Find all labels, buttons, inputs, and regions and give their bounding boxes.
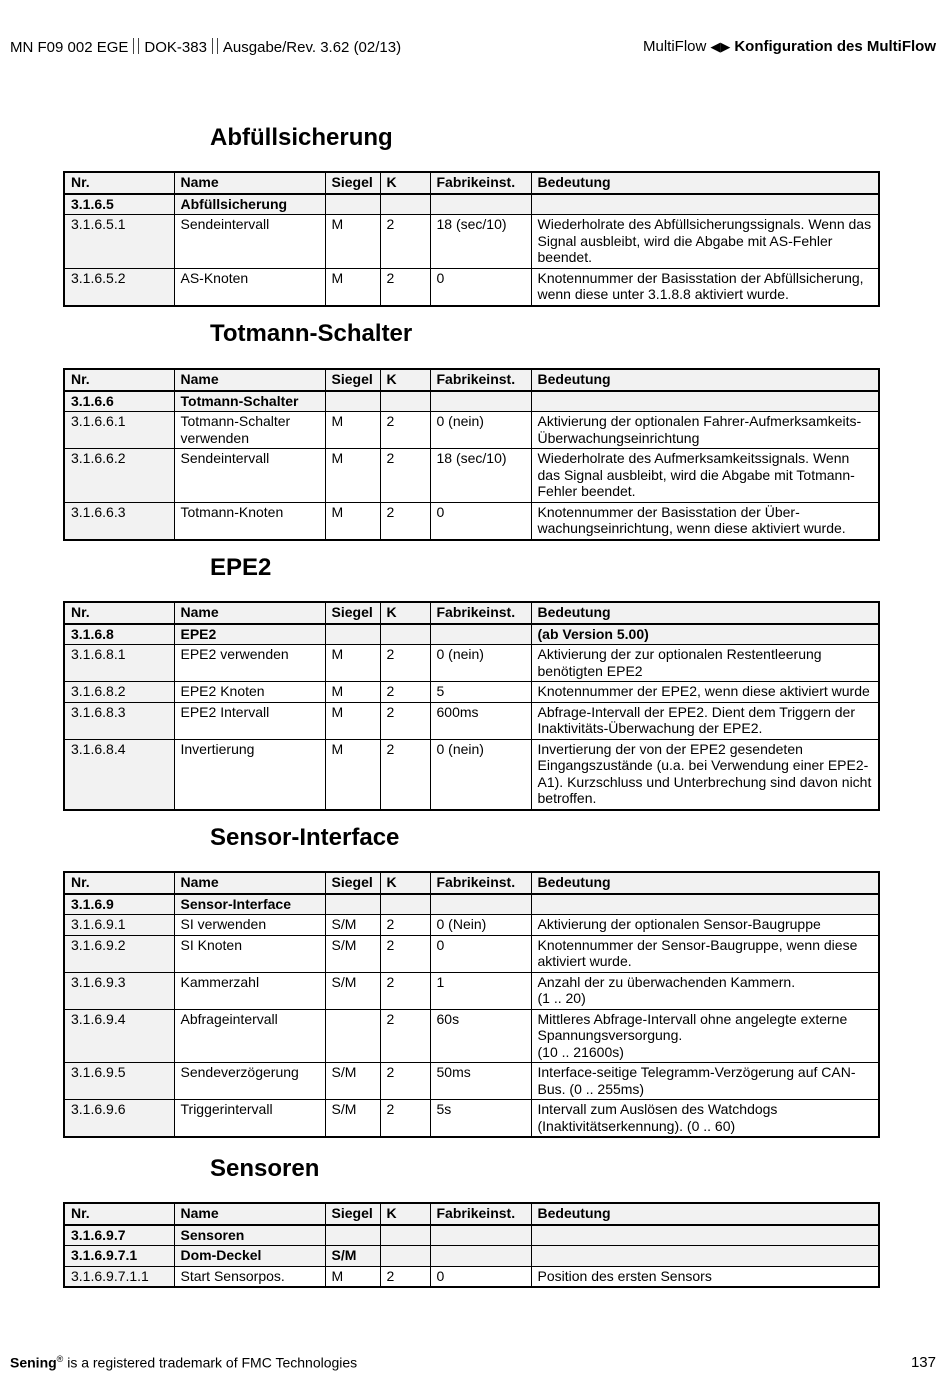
table-cell: 3.1.6.8.4 (64, 739, 174, 810)
table-cell: 3.1.6.9 (64, 894, 174, 915)
table-cell: SI verwenden (174, 915, 325, 936)
table-cell: 3.1.6.8.3 (64, 702, 174, 739)
column-header: K (380, 602, 430, 624)
table-cell: 2 (380, 915, 430, 936)
table-cell: Triggerintervall (174, 1100, 325, 1138)
table-cell: 600ms (430, 702, 531, 739)
table-cell: Totmann-Schalter (174, 391, 325, 412)
table-group-row (64, 624, 879, 645)
table-cell (430, 194, 531, 215)
table-cell: 3.1.6.9.2 (64, 935, 174, 972)
parameter-table (63, 1202, 880, 1288)
table-cell: SI Knoten (174, 935, 325, 972)
column-header: Name (174, 369, 325, 391)
table-cell (325, 1225, 380, 1246)
table-cell: Interface-seitige Telegramm-Verzögerung auf CAN-Bus. (0 .. 255ms) (531, 1063, 879, 1100)
table-cell (531, 894, 879, 915)
section-title: Abfüllsicherung (210, 124, 393, 151)
trademark-text: is a registered trademark of FMC Technologies (63, 1354, 358, 1371)
column-header: Name (174, 172, 325, 194)
page-header (10, 38, 936, 56)
column-header: Fabrikeinst. (430, 172, 531, 194)
table-cell: 3.1.6.9.3 (64, 972, 174, 1009)
table-row (64, 702, 879, 739)
table-cell: Kammerzahl (174, 972, 325, 1009)
table-cell: 5s (430, 1100, 531, 1138)
table-cell: Totmann-Knoten (174, 502, 325, 540)
column-header: Nr. (64, 172, 174, 194)
table-header-row (64, 172, 879, 194)
table-row (64, 1063, 879, 1100)
table-cell: Knotennummer der EPE2, wenn diese aktiviert wurde (531, 682, 879, 703)
section-title: EPE2 (210, 554, 272, 581)
table-row (64, 972, 879, 1009)
table-cell: 0 (430, 268, 531, 306)
table-cell: 2 (380, 935, 430, 972)
table-cell: 2 (380, 645, 430, 682)
table-row (64, 1009, 879, 1063)
table-row (64, 645, 879, 682)
table-cell: 0 (Nein) (430, 915, 531, 936)
table-group-row (64, 894, 879, 915)
header-left (10, 38, 401, 56)
table-cell: M (325, 702, 380, 739)
table-group-row (64, 1246, 879, 1267)
table-cell: 2 (380, 972, 430, 1009)
table-cell: S/M (325, 1063, 380, 1100)
table-cell (430, 1225, 531, 1246)
table-cell (531, 1246, 879, 1267)
parameter-table (63, 871, 880, 1138)
column-header: Siegel (325, 1203, 380, 1225)
table-cell: 5 (430, 682, 531, 703)
doc-dok: DOK-383 (144, 39, 207, 56)
table-cell: 2 (380, 682, 430, 703)
table-cell: Totmann-Schalter verwenden (174, 412, 325, 449)
table-row (64, 1266, 879, 1287)
table-row (64, 449, 879, 503)
table-cell: Anzahl der zu überwachenden Kammern. (1 .. 20) (531, 972, 879, 1009)
column-header: Fabrikeinst. (430, 369, 531, 391)
parameter-table (63, 601, 880, 811)
table-cell: M (325, 268, 380, 306)
table-cell: 2 (380, 268, 430, 306)
table-cell (430, 1246, 531, 1267)
table-cell: M (325, 412, 380, 449)
page-footer (10, 1354, 936, 1371)
table-cell: 2 (380, 412, 430, 449)
parameter-table (63, 171, 880, 307)
table-cell: 18 (sec/10) (430, 215, 531, 269)
table-cell: M (325, 215, 380, 269)
table-cell (430, 624, 531, 645)
table-cell (430, 391, 531, 412)
nav-arrows-icon: ◀▶ (710, 39, 731, 54)
column-header: Bedeutung (531, 172, 879, 194)
registered-mark: ® (56, 1354, 64, 1364)
column-header: Bedeutung (531, 369, 879, 391)
table-header-row (64, 1203, 879, 1225)
column-header: K (380, 872, 430, 894)
table-cell: 0 (430, 935, 531, 972)
table-cell: M (325, 1266, 380, 1287)
table-cell: Sensor-Interface (174, 894, 325, 915)
brand-name: Sening (10, 1354, 57, 1371)
table-cell (325, 894, 380, 915)
table-cell (380, 391, 430, 412)
table-row (64, 268, 879, 306)
table-cell: 2 (380, 502, 430, 540)
column-header: Bedeutung (531, 602, 879, 624)
header-right (643, 38, 936, 56)
table-cell: 2 (380, 702, 430, 739)
table-cell: 3.1.6.8.1 (64, 645, 174, 682)
table-row (64, 412, 879, 449)
table-cell: 0 (430, 502, 531, 540)
table-cell: 3.1.6.5 (64, 194, 174, 215)
table-row (64, 1100, 879, 1138)
table-cell (325, 624, 380, 645)
table-cell: 2 (380, 1009, 430, 1063)
table-cell: Sendeintervall (174, 215, 325, 269)
table-cell: 18 (sec/10) (430, 449, 531, 503)
table-cell: 1 (430, 972, 531, 1009)
table-cell: 50ms (430, 1063, 531, 1100)
table-cell: 2 (380, 1100, 430, 1138)
column-header: Name (174, 872, 325, 894)
table-cell: 3.1.6.5.1 (64, 215, 174, 269)
table-cell: Sensoren (174, 1225, 325, 1246)
table-cell (531, 391, 879, 412)
table-cell: Knotennummer der Basisstation der Abfüllsicherung, wenn diese unter 3.1.8.8 aktiviert wurde. (531, 268, 879, 306)
parameter-table (63, 368, 880, 541)
column-header: K (380, 172, 430, 194)
table-cell: EPE2 (174, 624, 325, 645)
table-cell: 3.1.6.5.2 (64, 268, 174, 306)
table-cell: M (325, 645, 380, 682)
table-cell: Sendeverzögerung (174, 1063, 325, 1100)
column-header: Siegel (325, 172, 380, 194)
table-group-row (64, 194, 879, 215)
table-cell: AS-Knoten (174, 268, 325, 306)
column-header: Nr. (64, 369, 174, 391)
table-cell: 3.1.6.8 (64, 624, 174, 645)
table-cell (325, 1009, 380, 1063)
table-cell (430, 894, 531, 915)
table-row (64, 502, 879, 540)
table-cell (380, 624, 430, 645)
table-row (64, 739, 879, 810)
table-cell: 2 (380, 739, 430, 810)
section-title: Totmann-Schalter (210, 320, 413, 347)
table-cell: Intervall zum Auslösen des Watchdogs (Inaktivitätserkennung). (0 .. 60) (531, 1100, 879, 1138)
table-cell: Abfrageintervall (174, 1009, 325, 1063)
column-header: Nr. (64, 602, 174, 624)
table-cell (380, 1225, 430, 1246)
column-header: Fabrikeinst. (430, 602, 531, 624)
table-row (64, 915, 879, 936)
table-cell: 3.1.6.6.2 (64, 449, 174, 503)
table-cell: Wiederholrate des Abfüllsicherungssignals. Wenn das Signal ausbleibt, wird die Abgabe mit AS-Fehler beendet. (531, 215, 879, 269)
doc-id: MN F09 002 EGE (10, 39, 129, 56)
column-header: Siegel (325, 872, 380, 894)
section-title: Sensor-Interface (210, 824, 400, 851)
table-cell (531, 194, 879, 215)
table-cell (380, 194, 430, 215)
table-cell: EPE2 verwenden (174, 645, 325, 682)
column-header: Siegel (325, 602, 380, 624)
table-header-row (64, 369, 879, 391)
table-cell: Abfrage-Intervall der EPE2. Dient dem Triggern der Inaktivitäts-Überwachung der EPE2. (531, 702, 879, 739)
table-cell: 3.1.6.9.4 (64, 1009, 174, 1063)
table-cell: Start Sensorpos. (174, 1266, 325, 1287)
column-header: Fabrikeinst. (430, 1203, 531, 1225)
table-cell: Aktivierung der optionalen Fahrer-Aufmerksamkeits-Überwachungseinrichtung (531, 412, 879, 449)
table-cell: S/M (325, 915, 380, 936)
table-cell: S/M (325, 1246, 380, 1267)
header-separator (212, 38, 218, 54)
column-header: Bedeutung (531, 872, 879, 894)
table-cell (325, 194, 380, 215)
table-cell (380, 894, 430, 915)
table-cell: Aktivierung der optionalen Sensor-Baugruppe (531, 915, 879, 936)
table-cell: M (325, 449, 380, 503)
table-cell: Dom-Deckel (174, 1246, 325, 1267)
table-cell: 3.1.6.6.1 (64, 412, 174, 449)
table-cell: M (325, 682, 380, 703)
table-cell: Aktivierung der zur optionalen Restentleerung benötigten EPE2 (531, 645, 879, 682)
column-header: Nr. (64, 872, 174, 894)
table-cell: Knotennummer der Basisstation der Über-wachungseinrichtung, wenn diese aktiviert wurde. (531, 502, 879, 540)
table-cell: 3.1.6.9.7 (64, 1225, 174, 1246)
table-cell: 3.1.6.9.7.1.1 (64, 1266, 174, 1287)
table-cell: 0 (nein) (430, 645, 531, 682)
table-row (64, 215, 879, 269)
column-header: Fabrikeinst. (430, 872, 531, 894)
table-cell: Wiederholrate des Aufmerksamkeitssignals. Wenn das Signal ausbleibt, wird die Abgabe mit Totmann-Fehler beendet. (531, 449, 879, 503)
table-cell: Mittleres Abfrage-Intervall ohne angelegte externe Spannungsversorgung. (10 .. 21600s) (531, 1009, 879, 1063)
table-cell: 2 (380, 449, 430, 503)
chapter-title: Konfiguration des MultiFlow (734, 38, 936, 55)
table-cell: Abfüllsicherung (174, 194, 325, 215)
table-cell: (ab Version 5.00) (531, 624, 879, 645)
column-header: K (380, 1203, 430, 1225)
doc-revision: Ausgabe/Rev. 3.62 (02/13) (222, 39, 402, 56)
table-cell (380, 1246, 430, 1267)
table-cell: 3.1.6.9.6 (64, 1100, 174, 1138)
table-row (64, 682, 879, 703)
table-cell: Sendeintervall (174, 449, 325, 503)
column-header: Name (174, 1203, 325, 1225)
table-cell: 3.1.6.8.2 (64, 682, 174, 703)
table-cell: S/M (325, 972, 380, 1009)
column-header: Siegel (325, 369, 380, 391)
table-cell: 3.1.6.9.1 (64, 915, 174, 936)
table-cell: S/M (325, 935, 380, 972)
table-cell: 0 (nein) (430, 412, 531, 449)
table-cell: 2 (380, 215, 430, 269)
table-cell: 3.1.6.9.7.1 (64, 1246, 174, 1267)
table-cell: 3.1.6.6 (64, 391, 174, 412)
table-cell: EPE2 Knoten (174, 682, 325, 703)
table-header-row (64, 872, 879, 894)
table-cell: 2 (380, 1266, 430, 1287)
table-cell: Position des ersten Sensors (531, 1266, 879, 1287)
table-group-row (64, 391, 879, 412)
table-cell: 2 (380, 1063, 430, 1100)
column-header: K (380, 369, 430, 391)
table-cell: M (325, 502, 380, 540)
column-header: Nr. (64, 1203, 174, 1225)
table-header-row (64, 602, 879, 624)
section-title: Sensoren (210, 1155, 320, 1182)
column-header: Bedeutung (531, 1203, 879, 1225)
table-cell: Invertierung (174, 739, 325, 810)
table-cell: 3.1.6.9.5 (64, 1063, 174, 1100)
column-header: Name (174, 602, 325, 624)
table-group-row (64, 1225, 879, 1246)
header-separator (133, 38, 139, 54)
trademark-note (10, 1354, 357, 1371)
table-cell: S/M (325, 1100, 380, 1138)
table-cell: EPE2 Intervall (174, 702, 325, 739)
table-cell: 3.1.6.6.3 (64, 502, 174, 540)
table-cell: M (325, 739, 380, 810)
table-cell: Invertierung der von der EPE2 gesendeten Eingangszustände (u.a. bei Verwendung einer EPE2-A1). Kurzschluss und Unterbrechung sind davon nicht betroffen. (531, 739, 879, 810)
table-cell (325, 391, 380, 412)
product-name: MultiFlow (643, 38, 707, 55)
table-cell: 0 (nein) (430, 739, 531, 810)
table-cell: Knotennummer der Sensor-Baugruppe, wenn diese aktiviert wurde. (531, 935, 879, 972)
table-cell (531, 1225, 879, 1246)
table-cell: 0 (430, 1266, 531, 1287)
table-cell: 60s (430, 1009, 531, 1063)
table-row (64, 935, 879, 972)
page-number: 137 (910, 1354, 936, 1371)
